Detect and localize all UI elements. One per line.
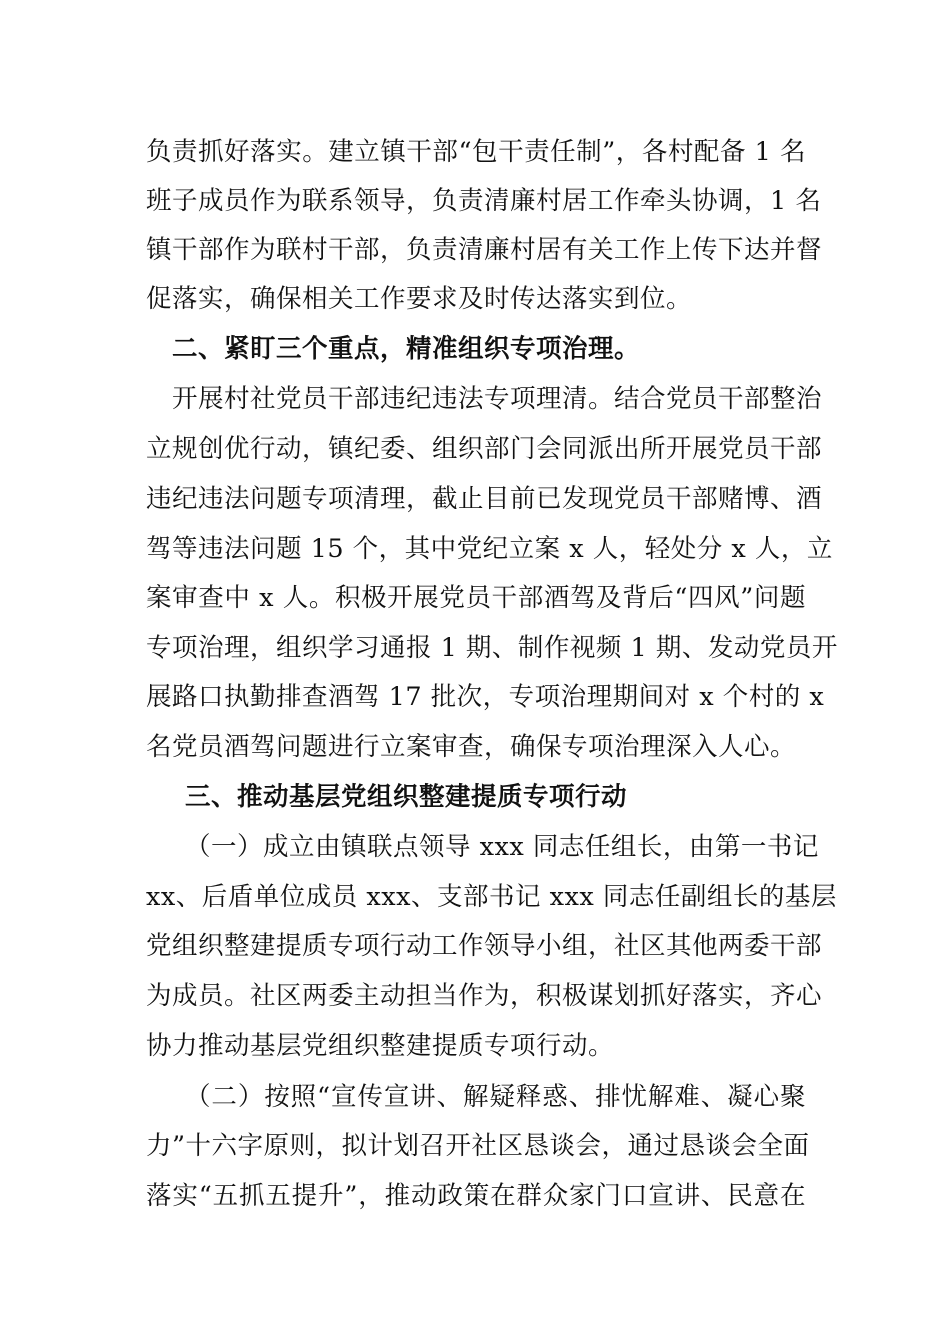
- paragraph-line: 班子成员作为联系领导，负责清廉村居工作牵头协调，1 名: [146, 186, 822, 216]
- paragraph-line: 协力推动基层党组织整建提质专项行动。: [146, 1031, 615, 1061]
- paragraph-line: 展路口执勤排查酒驾 17 批次，专项治理期间对 x 个村的 x: [146, 682, 825, 712]
- paragraph-line: 专项治理，组织学习通报 1 期、制作视频 1 期、发动党员开: [146, 633, 838, 663]
- section-heading-2: 二、紧盯三个重点，精准组织专项治理。: [172, 334, 641, 364]
- paragraph-line: （二）按照“宣传宣讲、解疑释惑、排忧解难、凝心聚: [185, 1082, 806, 1112]
- paragraph-line: xx、后盾单位成员 xxx、支部书记 xxx 同志任副组长的基层: [146, 882, 837, 912]
- paragraph-line: 镇干部作为联村干部，负责清廉村居有关工作上传下达并督: [146, 235, 823, 265]
- paragraph-line: 力”十六字原则，拟计划召开社区恳谈会，通过恳谈会全面: [146, 1131, 810, 1161]
- paragraph-line: 为成员。社区两委主动担当作为，积极谋划抓好落实，齐心: [146, 981, 823, 1011]
- paragraph-line: 负责抓好落实。建立镇干部“包干责任制”，各村配备 1 名: [146, 137, 806, 167]
- section-heading-3: 三、推动基层党组织整建提质专项行动: [185, 782, 628, 812]
- paragraph-line: 立规创优行动，镇纪委、组织部门会同派出所开展党员干部: [146, 434, 823, 464]
- paragraph-line: 促落实，确保相关工作要求及时传达落实到位。: [146, 284, 693, 314]
- paragraph-line: 驾等违法问题 15 个，其中党纪立案 x 人，轻处分 x 人，立: [146, 534, 833, 564]
- paragraph-line: 党组织整建提质专项行动工作领导小组，社区其他两委干部: [146, 931, 823, 961]
- paragraph-line: 案审查中 x 人。积极开展党员干部酒驾及背后“四风”问题: [146, 583, 806, 613]
- paragraph-line: 落实“五抓五提升”，推动政策在群众家门口宣讲、民意在: [146, 1181, 806, 1211]
- paragraph-line: 名党员酒驾问题进行立案审查，确保专项治理深入人心。: [146, 732, 797, 762]
- paragraph-line: （一）成立由镇联点领导 xxx 同志任组长，由第一书记: [185, 832, 819, 862]
- paragraph-line: 违纪违法问题专项清理，截止目前已发现党员干部赌博、酒: [146, 484, 823, 514]
- paragraph-line: 开展村社党员干部违纪违法专项理清。结合党员干部整治: [172, 384, 823, 414]
